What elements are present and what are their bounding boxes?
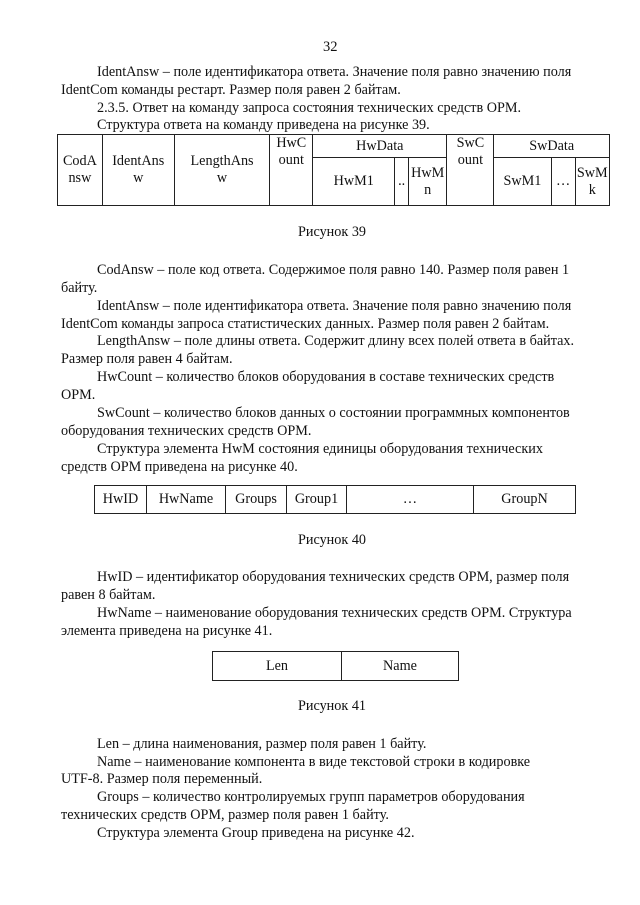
figure-caption: Рисунок 41 (298, 698, 367, 714)
table-cell: HwM1 (313, 158, 395, 206)
text-line: средств ОРМ приведена на рисунке 40. (61, 459, 298, 475)
text-line: HwName – наименование оборудования технических средств ОРМ. Структура (97, 605, 572, 621)
text-line: HwID – идентификатор оборудования технических средств ОРМ, размер поля (97, 569, 570, 585)
table-header-cell: SwC ount (447, 135, 494, 206)
table-header-cell: LengthAns w (174, 135, 270, 206)
text-line: Groups – количество контролируемых групп параметров оборудования (97, 789, 525, 805)
table-cell: HwID (95, 486, 147, 514)
table-cell: … (551, 158, 575, 206)
text-line: равен 8 байтам. (61, 587, 156, 603)
text-line: технических средств ОРМ, размер поля равен 1 байту. (61, 807, 389, 823)
table-header-cell: IdentAns w (102, 135, 174, 206)
text-line: SwCount – количество блоков данных о состоянии программных компонентов (97, 405, 570, 421)
text-line: IdentCom команды рестарт. Размер поля равен 2 байтам. (61, 82, 401, 98)
text-line: оборудования технических средств ОРМ. (61, 423, 312, 439)
table-cell: GroupN (474, 486, 576, 514)
text-line: Структура ответа на команду приведена на рисунке 39. (97, 117, 430, 133)
table-cell: SwM k (575, 158, 609, 206)
text-line: CodAnsw – поле код ответа. Содержимое поля равно 140. Размер поля равен 1 (97, 262, 570, 278)
figure-caption: Рисунок 39 (298, 224, 367, 240)
table-cell: Groups (226, 486, 287, 514)
table-header-cell: CodA nsw (58, 135, 103, 206)
table-cell: HwM n (408, 158, 447, 206)
text-line: элемента приведена на рисунке 41. (61, 623, 273, 639)
table-header-cell: HwC ount (270, 135, 313, 206)
table-cell: Name (342, 652, 459, 681)
text-line: Len – длина наименования, размер поля равен 1 байту. (97, 736, 427, 752)
text-line: UTF-8. Размер поля переменный. (61, 771, 263, 787)
figure-39-table (57, 134, 610, 206)
text-line: байту. (61, 280, 98, 296)
table-header-cell: SwData (494, 135, 610, 158)
text-line: Размер поля равен 4 байтам. (61, 351, 233, 367)
text-line: HwCount – количество блоков оборудования в составе технических средств (97, 369, 555, 385)
page-number: 32 (323, 39, 338, 55)
text-line: IdentAnsw – поле идентификатора ответа. Значение поля равно значению поля (97, 298, 572, 314)
table-cell: … (347, 486, 474, 514)
table-cell: SwM1 (494, 158, 551, 206)
text-line: IdentCom команды запроса статистических данных. Размер поля равен 2 байтам. (61, 316, 550, 332)
table-cell: Len (213, 652, 342, 681)
figure-caption: Рисунок 40 (298, 532, 367, 548)
figure-41-table (212, 651, 459, 681)
text-line: IdentAnsw – поле идентификатора ответа. Значение поля равно значению поля (97, 64, 572, 80)
table-header-cell: HwData (313, 135, 447, 158)
text-line: Структура элемента Group приведена на рисунке 42. (97, 825, 415, 841)
figure-40-table (94, 485, 576, 514)
text-line: LengthAnsw – поле длины ответа. Содержит длину всех полей ответа в байтах. (97, 333, 575, 349)
text-line: Структура элемента HwM состояния единицы оборудования технических (97, 441, 543, 457)
table-cell: HwName (147, 486, 226, 514)
table-cell: .. (395, 158, 409, 206)
section-heading: 2.3.5. Ответ на команду запроса состояния технических средств ОРМ. (97, 100, 522, 116)
text-line: Name – наименование компонента в виде текстовой строки в кодировке (97, 754, 531, 770)
text-line: ОРМ. (61, 387, 96, 403)
table-cell: Group1 (287, 486, 347, 514)
